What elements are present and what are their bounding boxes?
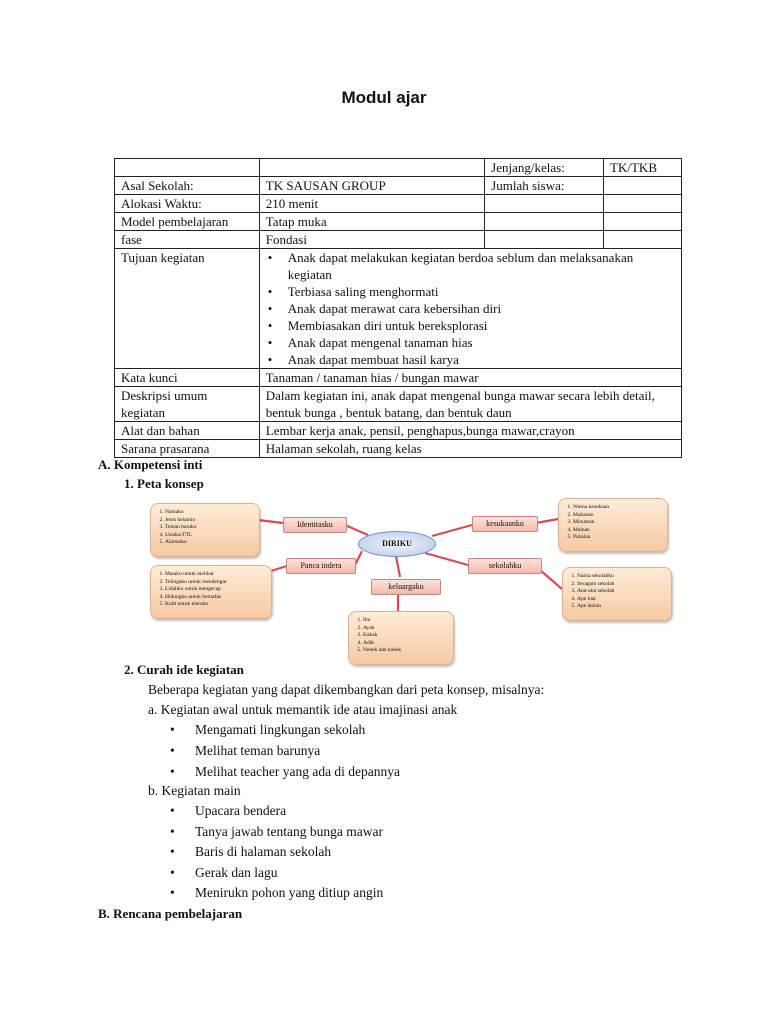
jenjang-label: Jenjang/kelas: (485, 159, 604, 177)
list-item: • Anak dapat melakukan kegiatan berdoa seblum dan melaksanakan kegiatan (288, 249, 675, 283)
list-item: • Anak dapat merawat cara kebersihan diri (288, 300, 675, 317)
list-item: 1. Mataku untuk melihat (165, 571, 265, 579)
empty-cell (604, 213, 682, 231)
curah-intro: Beberapa kegiatan yang dapat dikembangkan dari peta konsep, misalnya: (148, 682, 545, 697)
kegiatan-awal-item: • Mengamati lingkungan sekolah (195, 722, 365, 738)
empty-cell (485, 213, 604, 231)
concept-map (150, 495, 675, 663)
list-item: 5. Alamatku (165, 539, 253, 547)
jumlah-siswa-label: Jumlah siswa: (485, 177, 604, 195)
alokasi-waktu-label: Alokasi Waktu: (115, 195, 260, 213)
list-item: 4. Mainan (573, 527, 661, 535)
curah-ide-heading: 2. Curah ide kegiatan (124, 662, 244, 677)
kegiatan-main-heading: b. Kegiatan main (148, 783, 241, 798)
list-item: 4. Ape luar (577, 596, 665, 604)
page-title: Modul ajar (341, 88, 427, 107)
alat-value: Lembar kerja anak, pensil, penghapus,bunga mawar,crayon (259, 422, 681, 440)
list-item: • Anak dapat membuat hasil karya (288, 351, 675, 368)
deskripsi-value: Dalam kegiatan ini, anak dapat mengenal bunga mawar secara lebih detail, bentuk bunga , bentuk batang, dan bentuk daun (259, 387, 681, 422)
list-item: 1. Warna kesukaan (573, 504, 661, 512)
section-b-heading: B. Rencana pembelajaran (98, 906, 243, 921)
kegiatan-awal-heading: a. Kegiatan awal untuk memantik ide atau imajinasi anak (148, 702, 458, 717)
sarana-value: Halaman sekolah, ruang kelas (259, 440, 681, 458)
empty-cell (485, 231, 604, 249)
list-item: 3. Kakak (363, 632, 447, 640)
section-a-heading: A. Kompetensi inti (98, 457, 203, 472)
identitasku-box (150, 503, 260, 557)
list-item: • Membiasakan diri untuk bereksplorasi (288, 317, 675, 334)
list-item: 3. Minuman (573, 519, 661, 527)
model-label: Model pembelajaran (115, 213, 260, 231)
alokasi-waktu-value: 210 menit (259, 195, 484, 213)
list-item: 3. Teman baruku (165, 524, 253, 532)
kesukaanku-box (558, 498, 668, 552)
tujuan-list-cell (259, 249, 681, 369)
list-item: 4. Hidungku untuk bernafas (165, 594, 265, 602)
list-item: 5. Ape dalam (577, 603, 665, 611)
peta-konsep-heading: 1. Peta konsep (124, 476, 204, 491)
panca-indera-box (150, 565, 272, 619)
fase-label: fase (115, 231, 260, 249)
list-item: 5. Pakaian (573, 534, 661, 542)
kata-kunci-value: Tanaman / tanaman hias / bungan mawar (259, 369, 681, 387)
deskripsi-label: Deskripsi umum kegiatan (115, 387, 260, 422)
kegiatan-main-item: • Gerak dan lagu (195, 865, 277, 881)
list-item: 1. Namaku (165, 509, 253, 517)
diriku-center-node: DIRIKU (358, 531, 436, 557)
kegiatan-main-item: • Baris di halaman sekolah (195, 844, 331, 860)
list-item: • Terbiasa saling menghormati (288, 283, 675, 300)
list-item: 2. Telingaku untuk mendengar (165, 579, 265, 587)
list-item: 4. Adik (363, 640, 447, 648)
list-item: 5. Nenek dan kakek (363, 647, 447, 655)
tujuan-list (266, 249, 675, 368)
list-item: 3. Lidahku untuk mengecap (165, 586, 265, 594)
list-item: 1. Ibu (363, 617, 447, 625)
empty-cell (604, 177, 682, 195)
empty-cell (604, 231, 682, 249)
list-item: 2. Makanan (573, 512, 661, 520)
fase-value: Fondasi (259, 231, 484, 249)
empty-cell (604, 195, 682, 213)
kegiatan-awal-item: • Melihat teacher yang ada di depannya (195, 764, 400, 780)
keluargaku-node: keluargaku (371, 579, 441, 595)
sekolahku-box (562, 567, 672, 621)
kata-kunci-label: Kata kunci (115, 369, 260, 387)
list-item: • Anak dapat mengenal tanaman hias (288, 334, 675, 351)
keluargaku-box (348, 611, 454, 665)
asal-sekolah-label: Asal Sekolah: (115, 177, 260, 195)
kesukaanku-node: kesukaanku (472, 516, 538, 532)
sarana-label: Sarana prasarana (115, 440, 260, 458)
alat-label: Alat dan bahan (115, 422, 260, 440)
list-item: 2. Ayah (363, 625, 447, 633)
kegiatan-main-item: • Upacara bendera (195, 803, 286, 819)
list-item: 2. Jenis kelamin (165, 517, 253, 525)
list-item: 3. Alat-alat sekolah (577, 588, 665, 596)
empty-cell (115, 159, 260, 177)
asal-sekolah-value: TK SAUSAN GROUP (259, 177, 484, 195)
kegiatan-awal-item: • Melihat teman barunya (195, 743, 320, 759)
kegiatan-main-item: • Menirukn pohon yang ditiup angin (195, 885, 383, 901)
jenjang-value: TK/TKB (604, 159, 682, 177)
identitasku-node: Identitasku (283, 517, 347, 533)
info-table (114, 158, 682, 458)
tujuan-label: Tujuan kegiatan (115, 249, 260, 369)
panca-indera-node: Panca indera (286, 558, 356, 574)
empty-cell (259, 159, 484, 177)
list-item: 4. Usiaku/TTL (165, 532, 253, 540)
list-item: 1. Nama sekolahku (577, 573, 665, 581)
model-value: Tatap muka (259, 213, 484, 231)
kegiatan-main-item: • Tanya jawab tentang bunga mawar (195, 824, 383, 840)
empty-cell (485, 195, 604, 213)
list-item: 5. Kulit untuk meraba (165, 601, 265, 609)
sekolahku-node: sekolahku (468, 558, 542, 574)
list-item: 2. Seragam sekolah (577, 581, 665, 589)
